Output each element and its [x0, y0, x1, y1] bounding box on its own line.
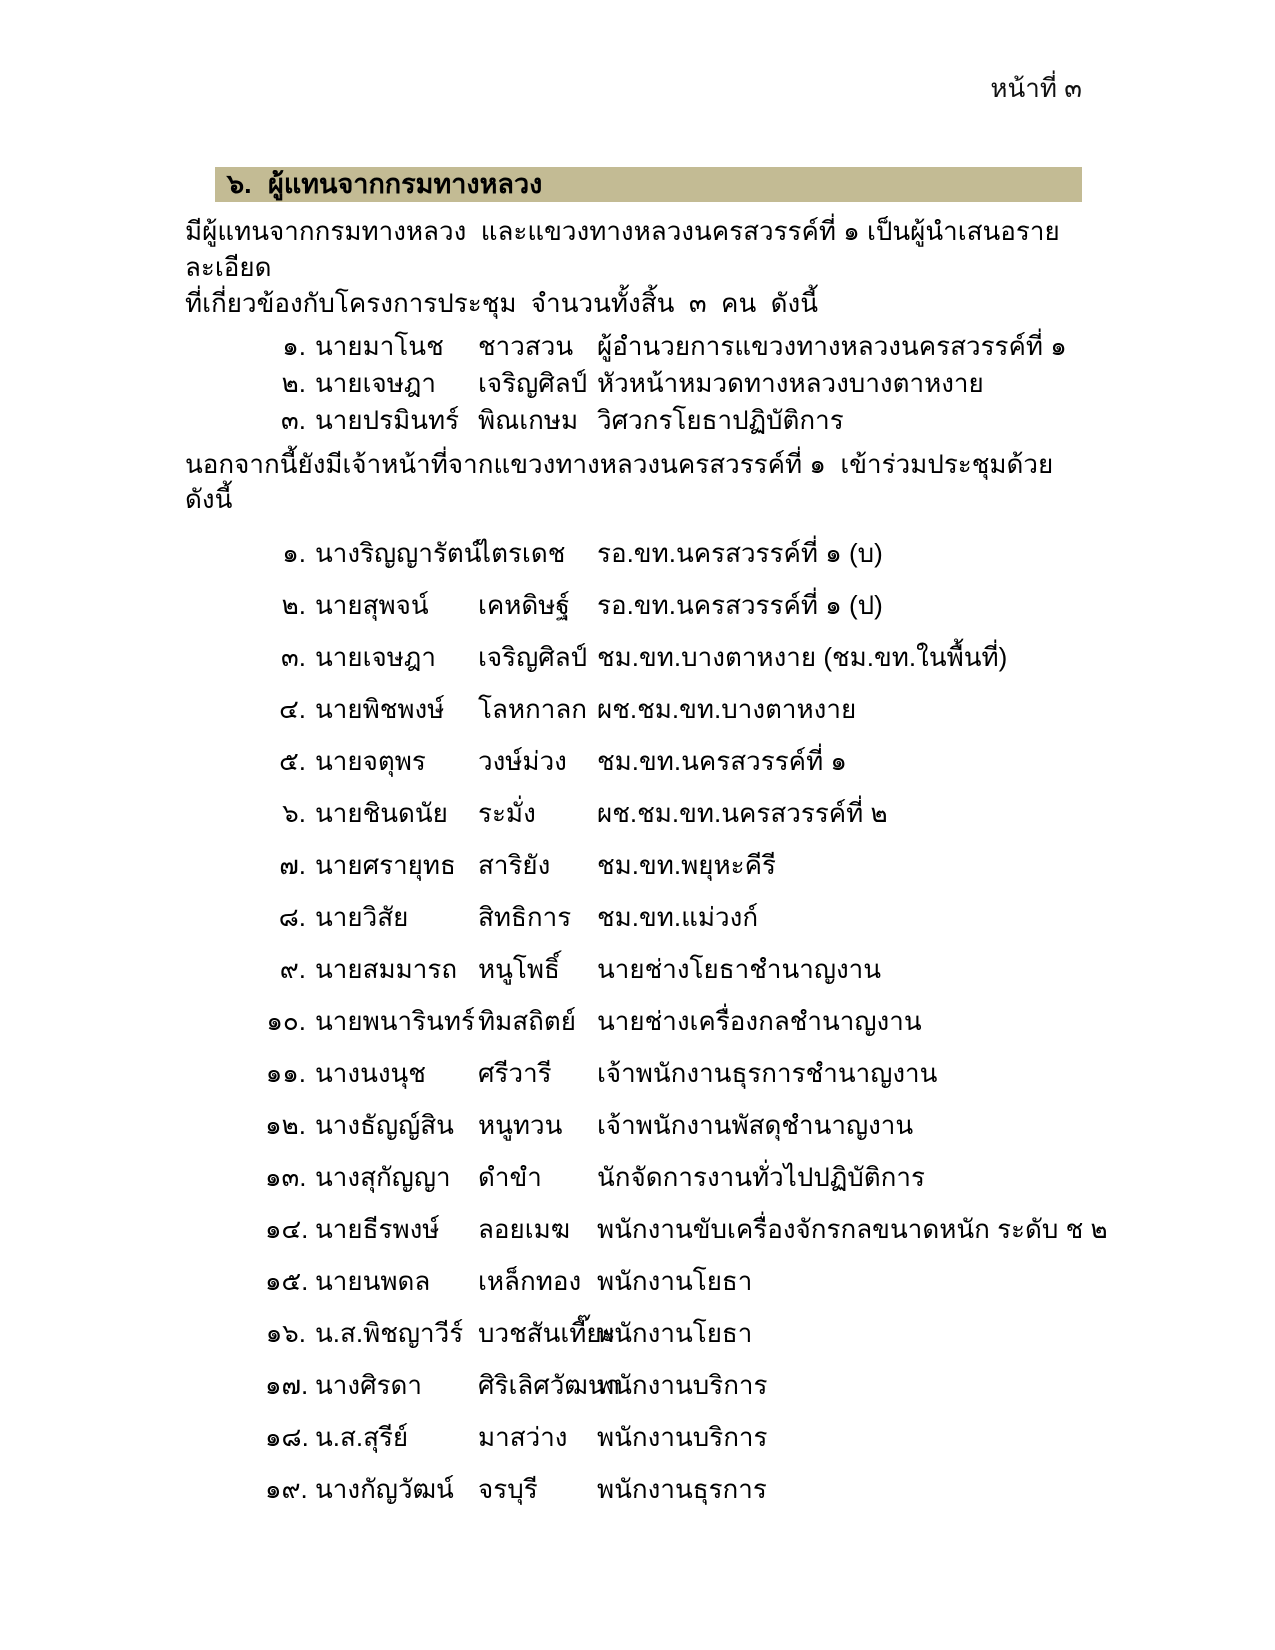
first-name: นายเจษฎา — [315, 642, 436, 672]
item-number: ๑๑. — [265, 1058, 306, 1088]
item-number: ๗. — [279, 850, 306, 880]
last-name: โลหกาลก — [478, 694, 588, 724]
list-item — [185, 527, 1082, 579]
position-text: รอ.ขท.นครสวรรค์ที่ ๑ (บ) — [597, 538, 883, 568]
first-name: นายธีรพงษ์ — [315, 1214, 440, 1244]
item-number: ๑. — [282, 331, 306, 361]
list-item — [185, 579, 1082, 631]
first-name: นางนงนุช — [315, 1058, 426, 1088]
last-name: ระมั่ง — [478, 798, 536, 828]
last-name: ไตรเดช — [478, 538, 566, 568]
list-item — [185, 943, 1082, 995]
list-item — [185, 1307, 1082, 1359]
section-title: ผู้แทนจากกรมทางหลวง — [268, 169, 543, 199]
first-name: นางริญญารัตน์ — [315, 538, 482, 568]
item-number: ๑๙. — [265, 1474, 308, 1504]
list-item — [185, 995, 1082, 1047]
item-number: ๒. — [281, 590, 306, 620]
first-name: นายพนารินทร์ — [315, 1006, 475, 1036]
list-item — [185, 1359, 1082, 1411]
position-text: ชม.ขท.แม่วงก์ — [597, 902, 759, 932]
list-item — [185, 891, 1082, 943]
last-name: วงษ์ม่วง — [478, 746, 567, 776]
list-item — [185, 402, 1082, 439]
item-number: ๔. — [279, 694, 306, 724]
list-item — [185, 1463, 1082, 1515]
document-content — [0, 213, 1275, 1515]
list-item — [185, 631, 1082, 683]
position-text: พนักงานธุรการ — [597, 1474, 767, 1504]
last-name: เจริญศิลป์ — [478, 368, 588, 398]
last-name: สาริยัง — [478, 850, 551, 880]
last-name: ศิริเลิศวัฒนา — [478, 1370, 621, 1400]
first-name: น.ส.สุรีย์ — [315, 1422, 409, 1452]
first-name: นายชินดนัย — [315, 798, 448, 828]
item-number: ๑. — [282, 538, 306, 568]
first-name: นางกัญวัฒน์ — [315, 1474, 454, 1504]
item-number: ๑๘. — [265, 1422, 309, 1452]
first-name: นางธัญญ์สิน — [315, 1110, 454, 1140]
last-name: สิทธิการ — [478, 902, 572, 932]
item-number: ๓. — [281, 405, 306, 435]
first-name: นายวิสัย — [315, 902, 409, 932]
item-number: ๑๗. — [265, 1370, 309, 1400]
position-text: ผช.ชม.ขท.นครสวรรค์ที่ ๒ — [597, 798, 888, 828]
representatives-list — [185, 328, 1082, 439]
list-item — [185, 1255, 1082, 1307]
position-text: พนักงานบริการ — [597, 1422, 768, 1452]
item-number: ๙. — [279, 954, 306, 984]
item-number: ๑๒. — [265, 1110, 306, 1140]
first-name: นายสมมารถ — [315, 954, 458, 984]
first-name: นายสุพจน์ — [315, 590, 429, 620]
last-name: เจริญศิลป์ — [478, 642, 588, 672]
position-text: หัวหน้าหมวดทางหลวงบางตาหงาย — [597, 368, 984, 398]
position-text: พนักงานขับเครื่องจักรกลขนาดหนัก ระดับ ช ๒ — [597, 1214, 1108, 1244]
last-name: จรบุรี — [478, 1474, 538, 1504]
last-name: เหล็กทอง — [478, 1266, 582, 1296]
section-header-bar — [215, 167, 1082, 202]
last-name: เคหดิษฐ์ — [478, 590, 570, 620]
position-text: วิศวกรโยธาปฏิบัติการ — [597, 405, 844, 435]
item-number: ๑๐. — [266, 1006, 306, 1036]
last-name: บวชสันเที๊ยะ — [478, 1318, 616, 1348]
intro-paragraph-line1: มีผู้แทนจากกรมทางหลวง และแขวงทางหลวงนครสวรรค์ที่ ๑ เป็นผู้นำเสนอรายละเอียด — [185, 216, 1060, 282]
list-item — [185, 365, 1082, 402]
first-name: นายศรายุทธ — [315, 850, 456, 880]
position-text: รอ.ขท.นครสวรรค์ที่ ๑ (ป) — [597, 590, 883, 620]
last-name: ชาวสวน — [478, 331, 574, 361]
position-text: ผช.ชม.ขท.บางตาหงาย — [597, 694, 857, 724]
last-name: หนูทวน — [478, 1110, 563, 1140]
position-text: นายช่างโยธาชำนาญงาน — [597, 954, 882, 984]
list-item — [185, 1203, 1108, 1255]
position-text: นายช่างเครื่องกลชำนาญงาน — [597, 1006, 922, 1036]
last-name: ดำขำ — [478, 1162, 542, 1192]
first-name: นางสุกัญญา — [315, 1162, 451, 1192]
attendees-list — [185, 527, 1108, 1515]
item-number: ๖. — [282, 798, 306, 828]
list-item — [185, 1047, 1082, 1099]
list-item — [185, 787, 1082, 839]
position-text: ผู้อำนวยการแขวงทางหลวงนครสวรรค์ที่ ๑ — [597, 331, 1067, 361]
first-name: นายพิชพงษ์ — [315, 694, 445, 724]
page-number: หน้าที่ ๓ — [990, 73, 1082, 103]
item-number: ๘. — [278, 902, 306, 932]
list-item — [185, 1411, 1082, 1463]
position-text: ชม.ขท.บางตาหงาย (ชม.ขท.ในพื้นที่) — [597, 642, 1008, 672]
intro-paragraph — [185, 213, 1082, 321]
position-text: เจ้าพนักงานพัสดุชำนาญงาน — [597, 1110, 914, 1140]
first-name: นางศิรดา — [315, 1370, 423, 1400]
item-number: ๕. — [279, 746, 306, 776]
list-item — [185, 683, 1082, 735]
section-number: ๖. — [227, 169, 252, 199]
item-number: ๒. — [281, 368, 306, 398]
list-item — [185, 735, 1082, 787]
first-name: นายมาโนช — [315, 331, 444, 361]
first-name: นายจตุพร — [315, 746, 426, 776]
last-name: ทิมสถิตย์ — [478, 1006, 577, 1036]
list-item — [185, 328, 1082, 365]
list-item — [185, 839, 1082, 891]
position-text: พนักงานโยธา — [597, 1318, 753, 1348]
last-name: มาสว่าง — [478, 1422, 568, 1452]
position-text: พนักงานโยธา — [597, 1266, 753, 1296]
last-name: ศรีวารี — [478, 1058, 552, 1088]
item-number: ๑๔. — [265, 1214, 309, 1244]
last-name: ลอยเมฆ — [478, 1214, 571, 1244]
first-name: นายนพดล — [315, 1266, 431, 1296]
last-name: พิณเกษม — [478, 405, 579, 435]
position-text: ชม.ขท.พยุหะคีรี — [597, 850, 776, 880]
item-number: ๑๓. — [265, 1162, 307, 1192]
item-number: ๓. — [281, 642, 306, 672]
position-text: นักจัดการงานทั่วไปปฏิบัติการ — [597, 1162, 925, 1192]
first-name: นายปรมินทร์ — [315, 405, 460, 435]
list-item — [185, 1099, 1082, 1151]
last-name: หนูโพธิ์ — [478, 954, 560, 984]
position-text: เจ้าพนักงานธุรการชำนาญงาน — [597, 1058, 938, 1088]
intro-paragraph-line2: ที่เกี่ยวข้องกับโครงการประชุม จำนวนทั้งสิ้น ๓ คน ดังนี้ — [185, 288, 819, 318]
attendees-intro-paragraph: นอกจากนี้ยังมีเจ้าหน้าที่จากแขวงทางหลวงนครสวรรค์ที่ ๑ เข้าร่วมประชุมด้วย ดังนี้ — [185, 449, 1068, 514]
first-name: น.ส.พิชญาวีร์ — [315, 1318, 464, 1348]
list-item — [185, 1151, 1082, 1203]
item-number: ๑๖. — [265, 1318, 306, 1348]
position-text: พนักงานบริการ — [597, 1370, 768, 1400]
position-text: ชม.ขท.นครสวรรค์ที่ ๑ — [597, 746, 847, 776]
first-name: นายเจษฎา — [315, 368, 436, 398]
item-number: ๑๕. — [265, 1266, 309, 1296]
